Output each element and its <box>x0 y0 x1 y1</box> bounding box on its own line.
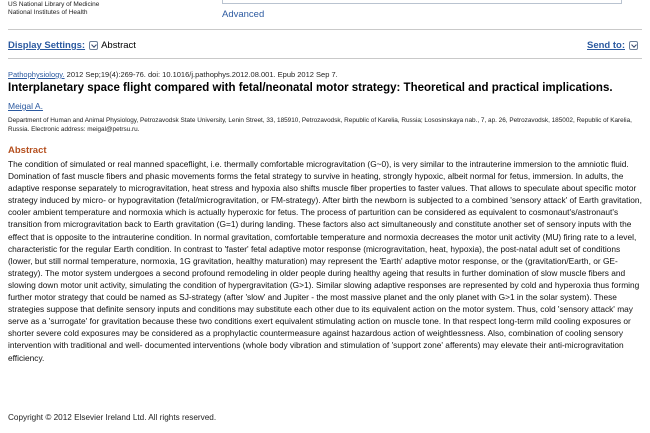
search-input[interactable] <box>222 0 622 4</box>
chevron-down-icon[interactable] <box>629 41 638 50</box>
nlm-line-2: National Institutes of Health <box>8 8 88 16</box>
affiliation: Department of Human and Animal Physiology, Petrozavodsk State University, Lenin Street, 33, 185910, Petrozavodsk, Republic of Karelia, Russia; Lososinskaya nab., 7, ap. 26, Petrozavodsk, 185002, Republic of Karelia, Russia. Electronic address: meigal@petrsu.ru. <box>8 117 632 133</box>
header-divider <box>8 29 642 30</box>
send-to-label[interactable]: Send to: <box>587 40 625 51</box>
author-link[interactable]: Meigal A. <box>8 101 43 111</box>
nlm-line-1: US National Library of Medicine <box>8 1 100 8</box>
chevron-down-icon[interactable] <box>89 41 98 50</box>
toolbar-divider <box>8 58 642 59</box>
citation <box>8 70 338 79</box>
copyright: Copyright © 2012 Elsevier Ireland Ltd. All rights reserved. <box>8 413 217 422</box>
display-settings-label[interactable]: Display Settings: <box>8 40 86 51</box>
abstract-heading: Abstract <box>8 145 47 156</box>
advanced-search-link[interactable]: Advanced <box>222 9 265 20</box>
journal-link[interactable]: Pathophysiology. <box>8 70 65 79</box>
abstract-text: The condition of simulated or real manned spaceflight, i.e. thermally comfortable microgravitation (G~0), is very similar to the intrauterine immersion to the amniotic fluid. Domination of fast muscle fibers and phasic movements forms the fetal strategy to survive in heating, strongly hypoxic, albeit normal for fetus, immersion. In adults, the adaptive response separately to microgravitation, heat stress and hypoxia also shifts muscle fiber properties to faster values. That allows to speculate about specific motor strategy induced by micro- or hypogravitation (fetal/microgravitation, or FM-strategy). After birth the newborn is subjected to a combined 'sensory attack' of Earth gravitation, cooler ambient temperature and normoxia which is actually hyperoxic for fetus. The process of parturition can be considered as equivalent to cosmonaut's/astronaut's transition from microgravitation back to Earth gravitation (G=1) during landing. These factors also act simultaneously and constitute another set of sensory inputs with the effect that is opposite to the intrauterine condition. In normal gravitation, comfortable temperature and normoxia decreases the motor unit activity (MU) firing rate to a level, characteristic for the regular Earth condition. In contrast to 'faster' fetal adaptive motor response (microgravitation, heat, hypoxia), the post-natal adult set of conditions (lower, but still normal temperature, normoxia, 1G gravitation, healthy maturation) may represent the 'Earth' adaptive motor response, or the (gravitation/Earth, or GE-strategy). The motor system undergoes a second profound remodeling in older people during healthy ageing that results in further domination of slow muscle fibers and slowing down motor unit activity, simulating the condition of hypergravitation (G>1). Similar slowing adaptive responses are represented by cold and hyperoxia thus forming further motor strategy that could be named as SJ-strategy (after 'slow' and Jupiter - the most massive planet and the only planet with G>1 in the solar system). These strategies suppose that definite sensory inputs and conditions may substitute each other due to its equivalent action on the motor system. Thus, cold 'sensory attack' may serve as a 'surrogate' for gravitation because these two conditions exert equivalent stimulating action on muscle tone. In that respect long-term mild cooling exposures or shorter severe cold exposures may be considered as a prophylactic countermeasure against hazardous action of weightlessness. Also, combination of cooling sensory intervention with traditional and well- documented interventions (whole body vibration and stimulation of 'support zone' afferents) may elevate their anti-microgravitation efficiency. <box>8 159 642 363</box>
nlm-logo-text[interactable] <box>8 1 99 16</box>
send-to[interactable] <box>587 40 641 51</box>
display-settings-value: Abstract <box>101 40 136 51</box>
top-bar <box>0 0 650 28</box>
display-settings[interactable] <box>8 40 136 51</box>
article-title: Interplanetary space flight compared with fetal/neonatal motor strategy: Theoretical and practical implications. <box>8 82 613 94</box>
citation-details: 2012 Sep;19(4):269-76. doi: 10.1016/j.pathophys.2012.08.001. Epub 2012 Sep 7. <box>64 70 338 79</box>
